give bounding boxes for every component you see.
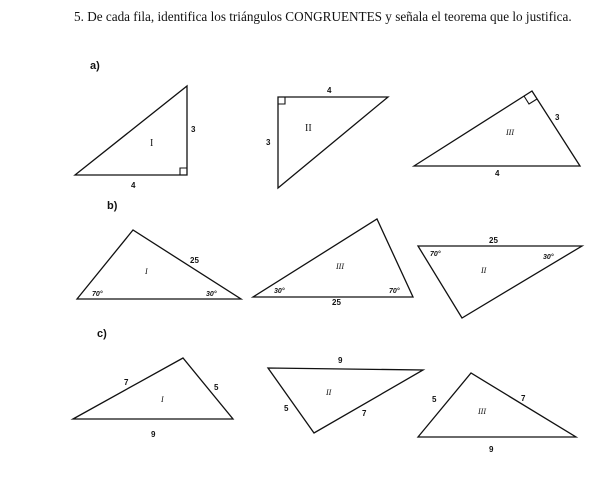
triangle-c-III (418, 373, 576, 454)
angle-label: 70° (92, 291, 103, 298)
triangle-b-III (253, 219, 413, 307)
triangle-shape (253, 219, 413, 297)
triangle-id-label: I (145, 267, 148, 276)
side-label: 7 (362, 409, 367, 418)
triangle-shape (278, 97, 388, 188)
triangle-shape (418, 373, 576, 437)
triangle-id-label: I (161, 395, 164, 404)
angle-label: 30° (206, 291, 217, 298)
triangle-b-I (77, 230, 241, 299)
side-label: 25 (332, 298, 341, 307)
row-c-label: c) (97, 328, 107, 340)
angle-label: 30° (543, 254, 554, 261)
triangle-shape (73, 358, 233, 419)
side-label: 9 (489, 445, 494, 454)
triangle-id-label: II (305, 123, 312, 134)
triangle-shape (77, 230, 241, 299)
side-label: 4 (131, 181, 136, 190)
triangle-a-II (266, 86, 388, 188)
triangle-id-label: II (481, 266, 487, 275)
triangle-c-II (268, 356, 423, 433)
row-a-label: a) (90, 60, 100, 72)
triangle-shape (75, 86, 187, 175)
side-label: 9 (151, 430, 156, 439)
triangle-c-I (73, 358, 233, 439)
side-label: 7 (124, 378, 129, 387)
triangle-a-I (75, 86, 196, 190)
triangle-id-label: III (506, 128, 514, 137)
angle-label: 70° (389, 288, 400, 295)
triangle-shape (268, 368, 423, 433)
side-label: 9 (338, 356, 343, 365)
side-label: 25 (190, 256, 199, 265)
triangle-id-label: III (336, 262, 344, 271)
triangle-shape (414, 91, 580, 166)
triangle-id-label: I (150, 138, 154, 149)
angle-label: 70° (430, 251, 441, 258)
triangle-id-label: III (478, 407, 486, 416)
question-text: 5. De cada fila, identifica los triángulos CONGRUENTES y señala el teorema que lo justifica. (74, 9, 572, 24)
side-label: 25 (489, 236, 498, 245)
right-angle-mark (180, 168, 187, 175)
side-label: 3 (266, 138, 271, 147)
side-label: 5 (432, 395, 437, 404)
triangle-shape (418, 246, 582, 318)
side-label: 4 (327, 86, 332, 95)
triangle-b-II (418, 236, 582, 318)
side-label: 5 (284, 404, 289, 413)
row-b-label: b) (107, 200, 118, 212)
side-label: 4 (495, 169, 500, 178)
triangle-a-III (414, 91, 580, 178)
side-label: 7 (521, 394, 526, 403)
side-label: 3 (555, 113, 560, 122)
side-label: 3 (191, 125, 196, 134)
triangle-id-label: II (326, 388, 332, 397)
right-angle-mark (524, 96, 537, 104)
side-label: 5 (214, 383, 219, 392)
angle-label: 30° (274, 288, 285, 295)
right-angle-mark (278, 97, 285, 104)
